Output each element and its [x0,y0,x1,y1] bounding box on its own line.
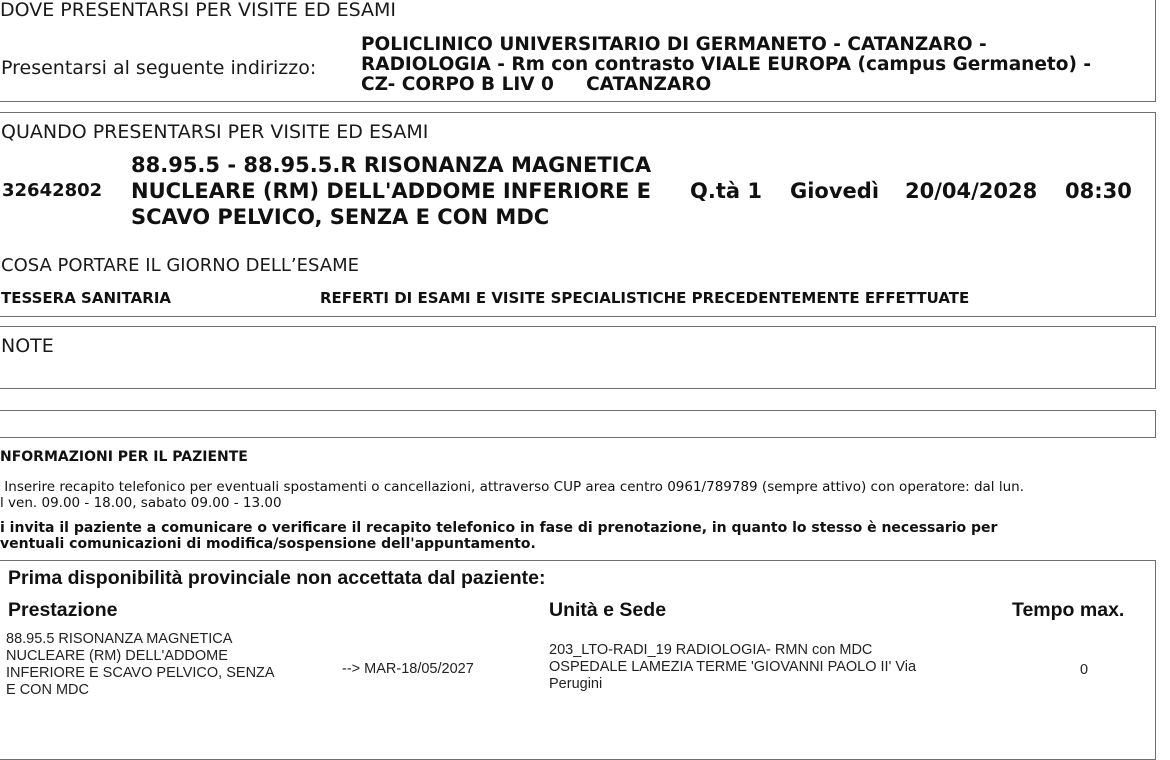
unita-cell [549,642,916,693]
empty-box [0,410,1156,438]
bring-item-tessera: TESSERA SANITARIA [1,289,172,307]
note-section [0,326,1156,389]
exam-description [131,152,651,230]
info-bold-line: ventuali comunicazioni di modifica/sospensione dell'appuntamento. [0,536,536,552]
unita-line: Perugini [549,676,603,692]
unita-line: OSPEDALE LAMEZIA TERME 'GIOVANNI PAOLO II' Via [549,659,917,675]
arrow-date: --> MAR-18/05/2027 [342,661,474,677]
info-line: l ven. 09.00 - 18.00, sabato 09.00 - 13.00 [0,495,282,511]
prestazione-cell [6,631,275,699]
prestazione-line: INFERIORE E SCAVO PELVICO, SENZA [6,665,275,681]
address-value [361,35,1091,95]
bring-item-referti: REFERTI DI ESAMI E VISITE SPECIALISTICHE PRECEDENTEMENTE EFFETTUATE [320,289,970,307]
prestazione-line: E CON MDC [6,682,89,698]
exam-line: SCAVO PELVICO, SENZA E CON MDC [131,205,550,229]
info-bold-line: i invita il paziente a comunicare o verificare il recapito telefonico in fase di prenotazione, in quanto lo stesso è necessario per [0,520,998,536]
unita-line: 203_LTO-RADI_19 RADIOLOGIA- RMN con MDC [549,642,873,658]
exam-date: 20/04/2028 [905,179,1038,203]
info-title: NFORMAZIONI PER IL PAZIENTE [0,449,248,465]
note-title: NOTE [1,335,54,357]
info-line: Inserire recapito telefonico per eventuali spostamenti o cancellazioni, attraverso CUP area centro 0961/789789 (sempre attivo) con operatore: dal lun. [0,479,1025,495]
column-header-prestazione: Prestazione [8,599,118,621]
prestazione-line: 88.95.5 RISONANZA MAGNETICA [6,631,233,647]
exam-quantity: Q.tà 1 [690,179,762,203]
prima-title: Prima disponibilità provinciale non accettata dal paziente: [8,567,546,589]
tempo-cell: 0 [1080,662,1089,678]
column-header-unita: Unità e Sede [549,599,667,621]
dove-title: DOVE PRESENTARSI PER VISITE ED ESAMI [0,0,396,21]
column-header-tempo: Tempo max. [1012,599,1125,621]
exam-time: 08:30 [1065,179,1132,203]
cosa-title: COSA PORTARE IL GIORNO DELL’ESAME [1,255,359,276]
booking-code: 32642802 [2,180,103,201]
address-line: POLICLINICO UNIVERSITARIO DI GERMANETO - CATANZARO - [361,34,987,55]
exam-line: 88.95.5 - 88.95.5.R RISONANZA MAGNETICA [131,153,652,177]
exam-line: NUCLEARE (RM) DELL'ADDOME INFERIORE E [131,179,651,203]
quando-title: QUANDO PRESENTARSI PER VISITE ED ESAMI [1,121,429,143]
prestazione-line: NUCLEARE (RM) DELL'ADDOME [6,648,228,664]
address-line: CZ- CORPO B LIV 0 CATANZARO [361,74,712,95]
address-line: RADIOLOGIA - Rm con contrasto VIALE EUROPA (campus Germaneto) - [361,54,1092,75]
address-label: Presentarsi al seguente indirizzo: [1,57,317,79]
exam-weekday: Giovedì [790,179,880,203]
